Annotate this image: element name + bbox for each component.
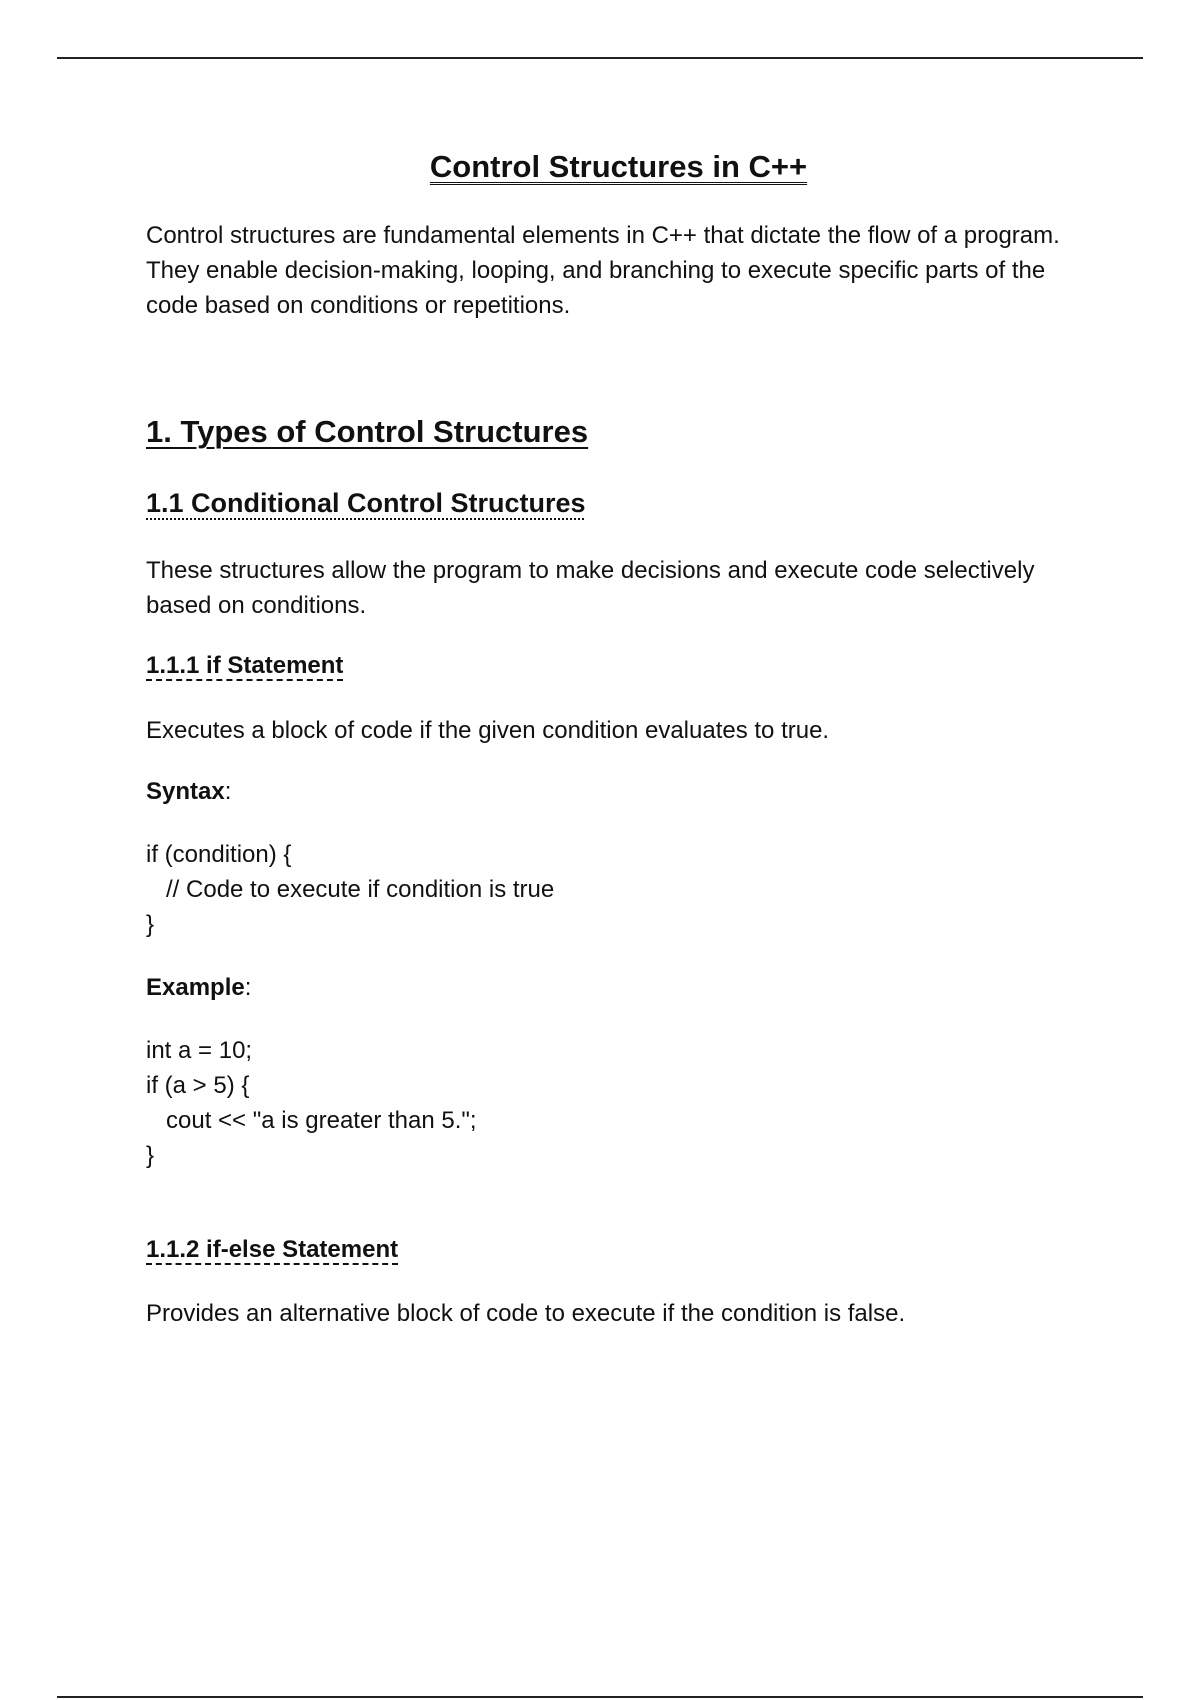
- if-description: Executes a block of code if the given condition evaluates to true.: [146, 717, 830, 744]
- document-title: Control Structures in C++: [429, 149, 808, 184]
- footer-rule: [57, 1696, 1143, 1698]
- header-rule: [57, 57, 1143, 59]
- subsubsection-heading-if: 1.1.1 if Statement: [146, 652, 344, 679]
- if-else-description: Provides an alternative block of code to execute if the condition is false.: [146, 1300, 906, 1327]
- example-code-block: int a = 10; if (a > 5) { cout << "a is greater than 5."; }: [146, 1037, 477, 1169]
- subsubsection-heading-if-else: 1.1.2 if-else Statement: [146, 1236, 399, 1263]
- example-label: Example:: [146, 974, 252, 1001]
- conditional-description: These structures allow the program to make decisions and execute code selectively based on conditions.: [146, 557, 1035, 619]
- syntax-label: Syntax:: [146, 778, 232, 805]
- subsection-heading-conditional: 1.1 Conditional Control Structures: [146, 488, 586, 518]
- intro-paragraph: Control structures are fundamental elements in C++ that dictate the flow of a program. They enable decision-making, looping, and branching to execute specific parts of the code based on conditions or repetitions.: [146, 222, 1060, 319]
- syntax-code-block: if (condition) { // Code to execute if condition is true }: [146, 841, 555, 938]
- section-heading-types: 1. Types of Control Structures: [146, 414, 589, 449]
